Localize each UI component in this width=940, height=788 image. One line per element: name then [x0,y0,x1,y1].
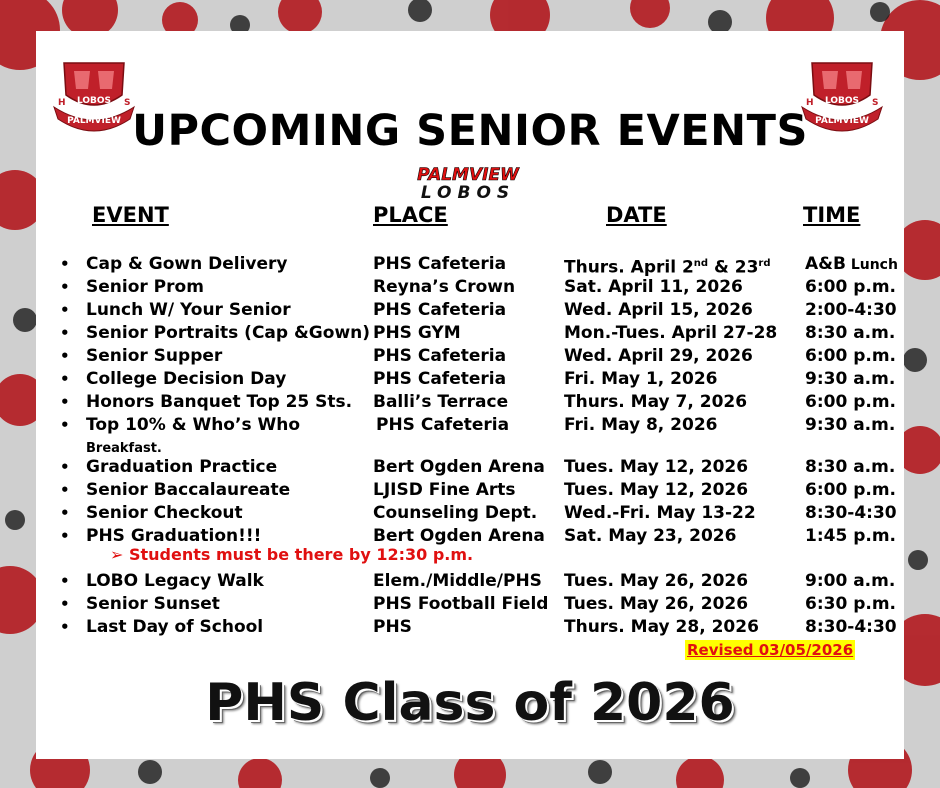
svg-text:LOBOS: LOBOS [824,96,860,106]
event-row [40,322,900,344]
event-name: Lunch W/ Your Senior [86,300,291,320]
event-date: Tues. May 12, 2026 [564,480,749,500]
svg-text:H: H [58,98,66,108]
events-card [40,35,900,755]
event-time: 9:30 a.m. [805,415,896,435]
svg-text:H: H [806,98,814,108]
event-row [40,570,900,592]
event-place: LJISD Fine Arts [373,480,516,500]
event-row [40,525,900,547]
event-time: 9:30 a.m. [805,369,896,389]
event-row [40,479,900,501]
event-row [40,345,900,367]
event-place: Bert Ogden Arena [373,457,545,477]
event-row [40,593,900,615]
event-place: PHS Cafeteria [373,254,507,274]
event-time: 8:30 a.m. [805,323,896,343]
event-name: LOBO Legacy Walk [86,571,264,591]
event-name: PHS Graduation!!! [86,526,262,546]
header-event: EVENT [92,203,169,227]
bullet-icon: • [60,278,70,296]
event-name: Cap & Gown Delivery [86,254,288,274]
event-date: Fri. May 1, 2026 [564,369,718,389]
event-time: 6:00 p.m. [805,392,897,412]
event-time: 8:30-4:30 [805,503,897,523]
event-row [40,456,900,478]
bullet-icon: • [60,481,70,499]
event-place: Counseling Dept. [373,503,538,523]
header-time: TIME [803,203,861,227]
palmview-lobos-logo [368,163,568,203]
event-time [805,253,898,276]
event-time: 2:00-4:30 [805,300,897,320]
event-row [40,414,900,436]
event-time: 6:00 p.m. [805,346,897,366]
revised-date: Revised 03/05/2026 [687,641,854,659]
event-date [564,253,771,279]
event-place: PHS Cafeteria [373,300,507,320]
event-date: Sat. April 11, 2026 [564,277,743,297]
event-place: Balli’s Terrace [373,392,509,412]
event-name: Senior Prom [86,277,204,297]
event-time: 6:00 p.m. [805,277,897,297]
event-row [40,276,900,298]
event-place: Elem./Middle/PHS [373,571,542,591]
event-row [40,616,900,638]
svg-text:PALMVIEW: PALMVIEW [815,116,869,126]
svg-text:PALMVIEW: PALMVIEW [67,116,121,126]
event-time: 8:30-4:30 [805,617,897,637]
event-name: Senior Checkout [86,503,243,523]
graduation-note [110,545,473,564]
svg-text:S: S [124,98,131,108]
event-date: Thurs. May 28, 2026 [564,617,759,637]
event-date: Mon.-Tues. April 27-28 [564,323,778,343]
event-time: 6:00 p.m. [805,480,897,500]
event-name: Honors Banquet Top 25 Sts. [86,392,353,412]
event-name: College Decision Day [86,369,287,389]
event-date: Thurs. May 7, 2026 [564,392,748,412]
event-continuation: Breakfast. [86,441,162,456]
event-row [40,502,900,524]
event-date: Tues. May 12, 2026 [564,457,749,477]
bullet-icon: • [60,504,70,522]
event-date-text: & 23 [708,257,759,278]
event-row [40,368,900,390]
event-place: Reyna’s Crown [373,277,516,297]
event-place: PHS Football Field [373,594,549,614]
bullet-icon: • [60,458,70,476]
event-place: PHS [373,617,412,637]
event-place: PHS Cafeteria [376,415,510,435]
event-name: Top 10% & Who’s Who [86,415,301,435]
event-name: Senior Sunset [86,594,220,614]
event-name: Last Day of School [86,617,264,637]
bullet-icon: • [60,324,70,342]
bullet-icon: • [60,255,70,273]
event-date: Wed. April 15, 2026 [564,300,753,320]
event-place: PHS GYM [373,323,461,343]
bullet-icon: • [60,595,70,613]
event-time-text: A&B [805,254,846,274]
event-name: Senior Supper [86,346,223,366]
event-time-suffix: Lunch [845,257,898,273]
event-date: Tues. May 26, 2026 [564,571,749,591]
event-row [40,391,900,413]
bullet-icon: • [60,393,70,411]
event-date-text: Thurs. April 2 [564,257,694,278]
bullet-icon: • [60,527,70,545]
event-name: Senior Baccalaureate [86,480,291,500]
class-of-title: PHS Class of 2026 [205,673,735,733]
page-title: UPCOMING SENIOR EVENTS [132,106,808,156]
event-name: Senior Portraits (Cap &Gown) [86,323,371,343]
svg-text:PALMVIEW: PALMVIEW [417,165,519,185]
event-time: 6:30 p.m. [805,594,897,614]
event-row [40,299,900,321]
event-row [40,253,900,278]
header-date: DATE [606,203,667,227]
event-place: PHS Cafeteria [373,369,507,389]
bullet-icon: • [60,618,70,636]
event-place: PHS Cafeteria [373,346,507,366]
event-date: Wed. April 29, 2026 [564,346,753,366]
header-place: PLACE [373,203,448,227]
bullet-icon: • [60,301,70,319]
bullet-icon: • [60,572,70,590]
bullet-icon: • [60,347,70,365]
arrow-icon: ➢ [110,545,124,564]
graduation-note-text: Students must be there by 12:30 p.m. [128,545,474,564]
event-time: 1:45 p.m. [805,526,897,546]
event-time: 8:30 a.m. [805,457,896,477]
svg-text:LOBOS: LOBOS [76,96,112,106]
date-ordinal: nd [693,258,709,269]
svg-text:S: S [872,98,879,108]
bullet-icon: • [60,370,70,388]
date-ordinal: rd [758,258,771,269]
event-date: Wed.-Fri. May 13-22 [564,503,756,523]
event-date: Fri. May 8, 2026 [564,415,718,435]
event-date: Sat. May 23, 2026 [564,526,737,546]
event-time: 9:00 a.m. [805,571,896,591]
event-name: Graduation Practice [86,457,278,477]
svg-text:LOBOS: LOBOS [420,183,516,203]
event-place: Bert Ogden Arena [373,526,545,546]
bullet-icon: • [60,416,70,434]
event-date: Tues. May 26, 2026 [564,594,749,614]
